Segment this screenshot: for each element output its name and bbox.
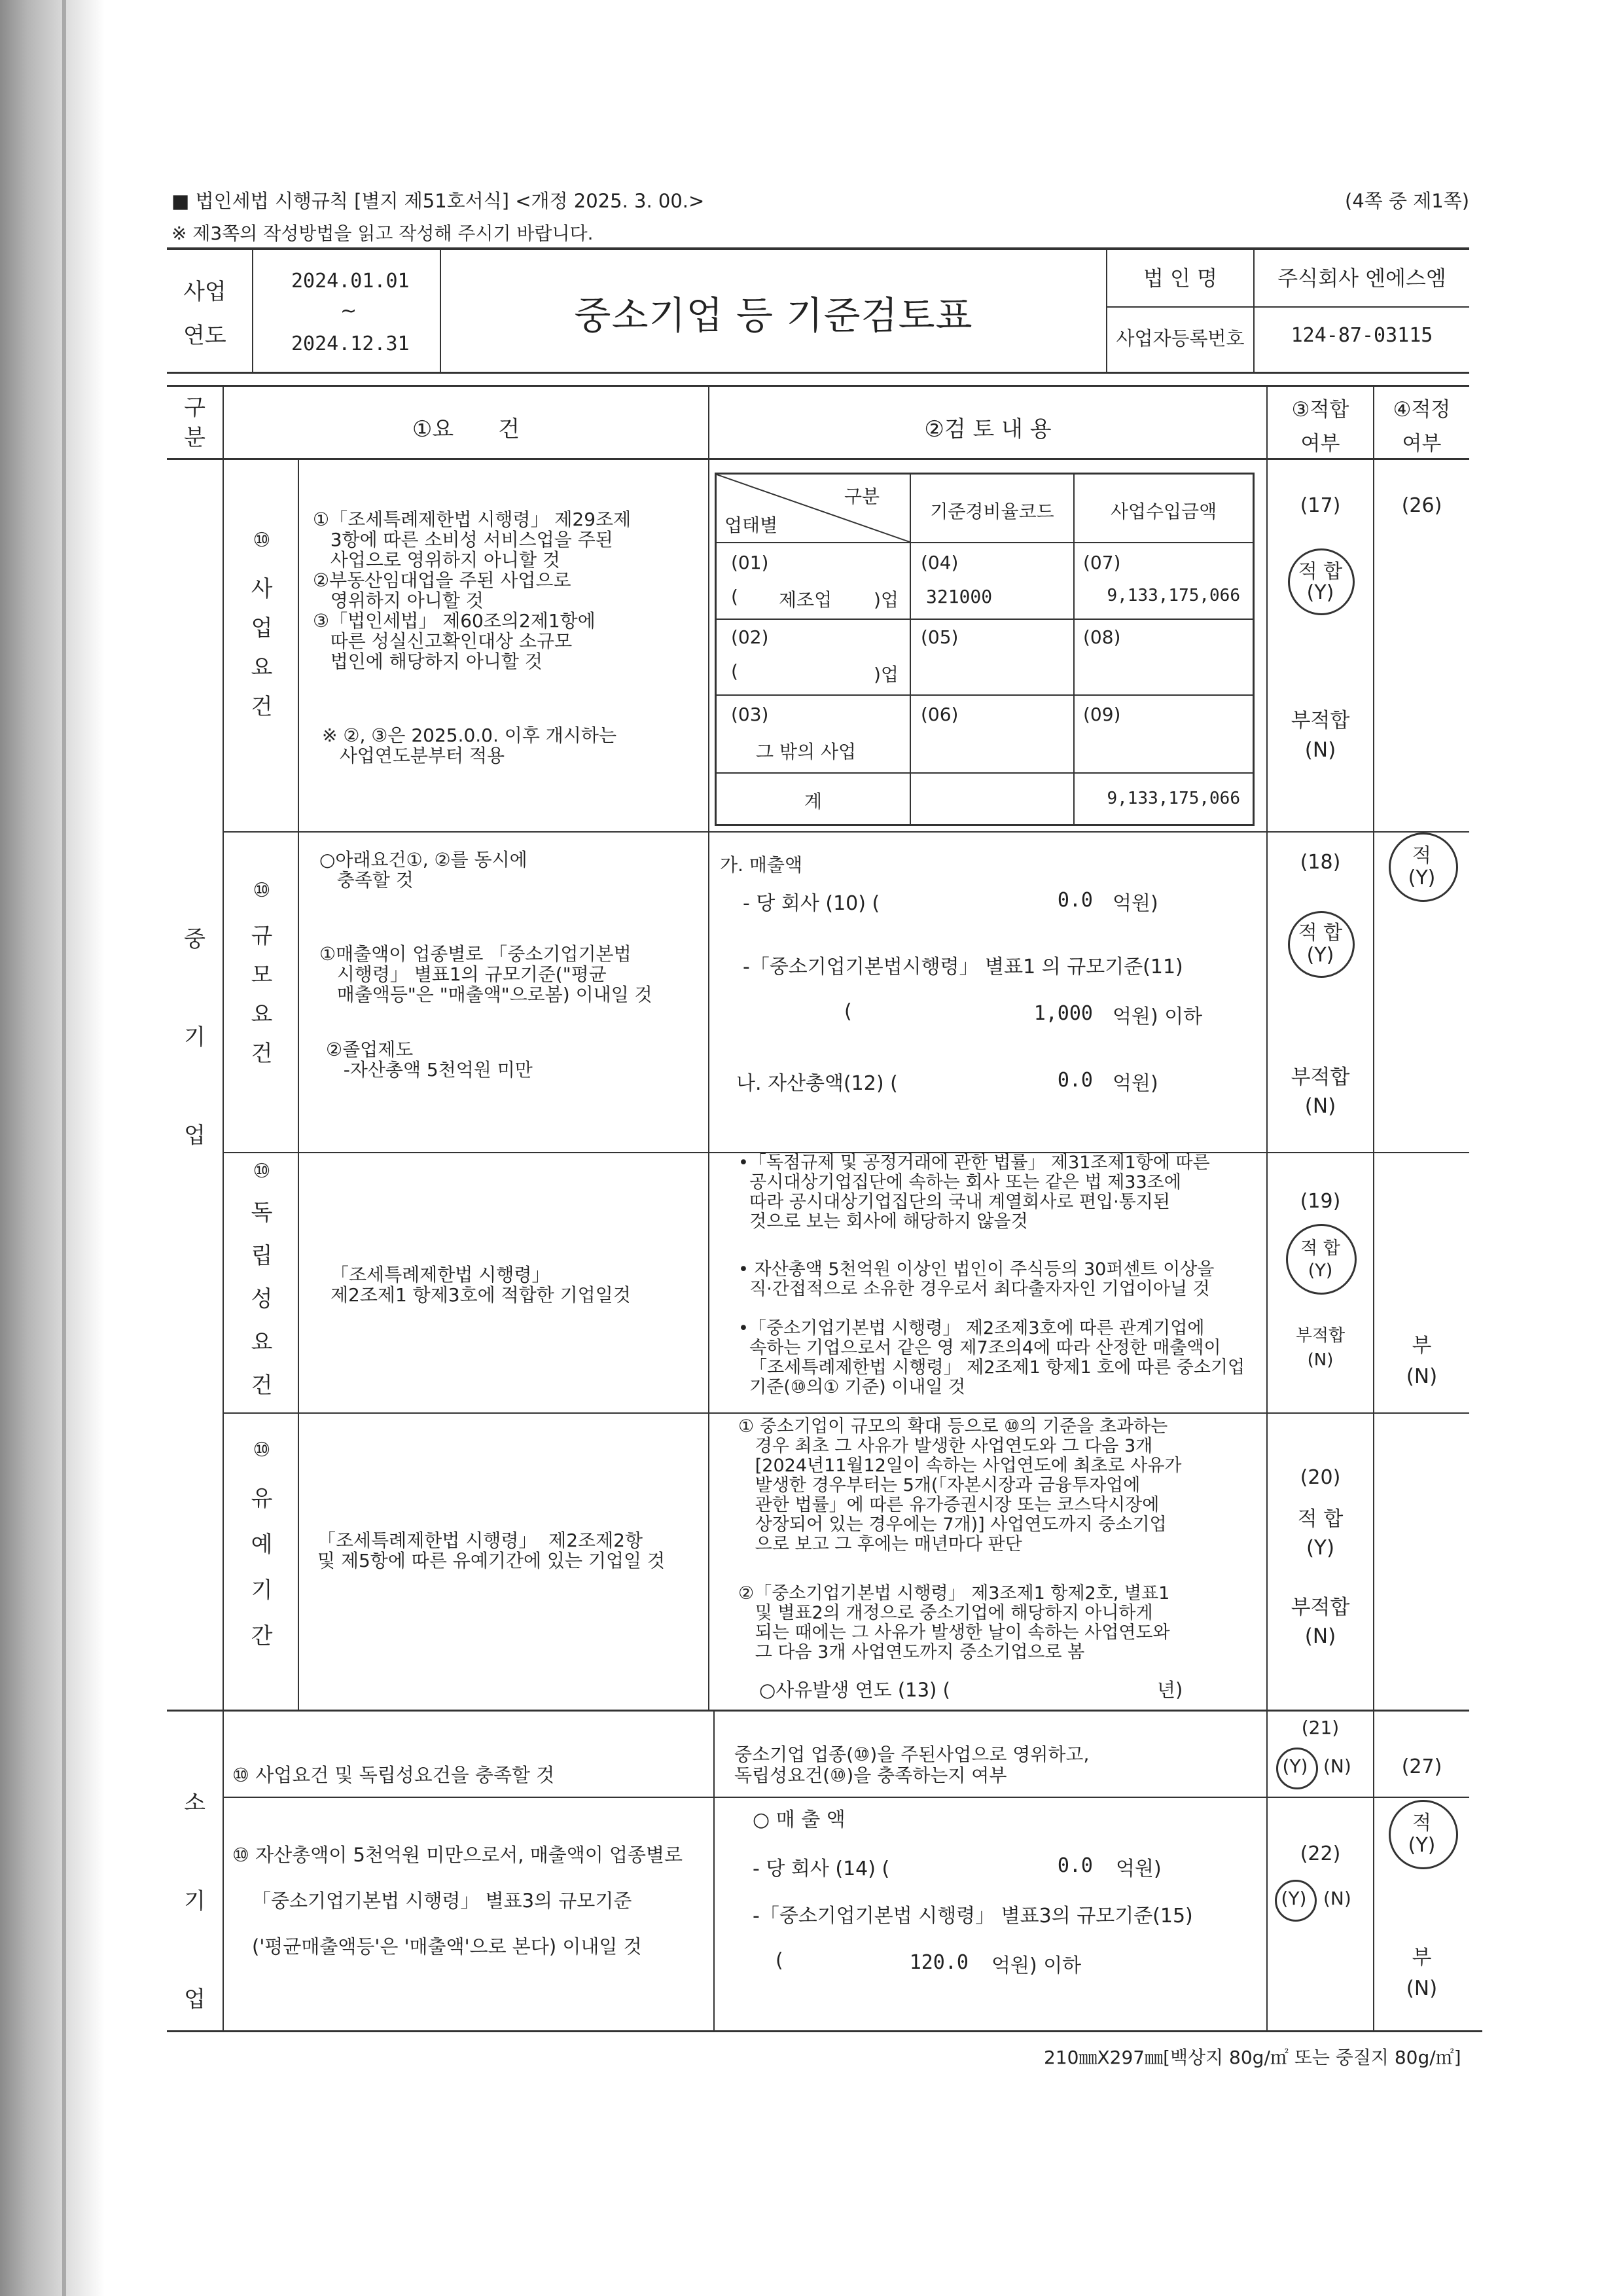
corp-name: 주식회사 엔에스엠 xyxy=(1277,266,1446,291)
header-bottom-border xyxy=(167,372,1469,374)
r106-sales-value: 0.0 xyxy=(1057,1854,1093,1877)
r104-year-unit: 년) xyxy=(1157,1679,1183,1701)
row-no: (02) xyxy=(731,626,769,648)
r106-fit-y: (Y) xyxy=(1281,1888,1307,1909)
r105-proper-no: (27) xyxy=(1401,1755,1442,1778)
row-border xyxy=(223,1797,1469,1798)
requirement-header: ①요 건 xyxy=(412,416,520,442)
r104-fit-ok: 적 합 xyxy=(1297,1507,1344,1531)
table-bottom-border xyxy=(167,2030,1482,2032)
row-no: (07) xyxy=(1083,552,1121,573)
form-reference: ■ 법인세법 시행규칙 [별지 제51호서식] <개정 2025. 3. 00.> xyxy=(171,190,705,212)
r102-std-value: 1,000 xyxy=(1033,1002,1093,1025)
r101-fit-no: (17) xyxy=(1300,494,1341,517)
r106-sales-label: - 당 회사 (14) ( xyxy=(753,1857,890,1880)
r105-fit-y: (Y) xyxy=(1282,1755,1308,1777)
r102-asset-value: 0.0 xyxy=(1057,1069,1093,1092)
r101-fit-y: (Y) xyxy=(1306,581,1334,604)
r104-year-label: ○사유발생 연도 (13) ( xyxy=(759,1679,950,1701)
biz-no: 124-87-03115 xyxy=(1291,324,1433,347)
r103-fit-n: (N) xyxy=(1307,1350,1334,1370)
r106-text-3: ('평균매출액등'은 '매출액'으로 본다) 이내일 것 xyxy=(252,1935,642,1958)
scan-fold xyxy=(62,0,66,2296)
r103-bullet-2: • 자산총액 5천억원 이상인 법인이 주식등의 30퍼센트 이상을 직·간접적으로 소유한 경우로서 최다출자자인 기업이아닐 것 xyxy=(738,1259,1215,1299)
row-no: (01) xyxy=(731,552,769,573)
period-label: 사업 xyxy=(183,279,226,305)
col-code-header: 기준경비율코드 xyxy=(930,501,1054,522)
r103-title: 독 립 성 요 건 xyxy=(251,1200,273,1399)
scan-shadow xyxy=(0,0,105,2296)
r104-fit-n: (N) xyxy=(1304,1624,1336,1648)
r101-proper-no: (26) xyxy=(1401,494,1442,517)
r105-fit-no: (21) xyxy=(1301,1717,1340,1738)
r103-proper-bu: 부 xyxy=(1412,1334,1432,1357)
r106-o: ○ 매 출 액 xyxy=(753,1808,846,1831)
r101-fit-bad: 부적합 xyxy=(1291,709,1350,732)
corp-name-label: 법 인 명 xyxy=(1143,266,1218,291)
header-top-border xyxy=(167,247,1469,250)
r102-asset-unit: 억원) xyxy=(1113,1072,1158,1095)
r103-proper-n: (N) xyxy=(1406,1365,1438,1388)
r102-sales-value: 0.0 xyxy=(1057,889,1093,912)
form-title: 중소기업 등 기준검토표 xyxy=(574,293,973,338)
instruction-note: ※ 제3쪽의 작성방법을 읽고 작성해 주시기 바랍니다. xyxy=(171,223,594,244)
r104-title: 유 예 기 간 xyxy=(251,1486,273,1649)
r102-std-open: ( xyxy=(844,1000,852,1023)
expense-code: 321000 xyxy=(926,586,993,607)
total-label: 계 xyxy=(804,791,823,812)
r106-fit-n: (N) xyxy=(1323,1888,1351,1909)
r102-tag: ⑩ xyxy=(253,879,271,902)
r102-req2: ②졸업제도 -자산총액 5천억원 미만 xyxy=(326,1039,533,1081)
row-no: (04) xyxy=(921,552,959,573)
total-amount: 9,133,175,066 xyxy=(1107,789,1240,808)
r102-sales-label: - 당 회사 (10) ( xyxy=(743,892,880,915)
r106-std-unit: 억원) 이하 xyxy=(991,1954,1082,1977)
proper-header: 여부 xyxy=(1402,432,1442,456)
r102-fit-y: (Y) xyxy=(1306,944,1334,967)
diag-top-label: 구분 xyxy=(844,486,880,507)
r103-fit-ok: 적 합 xyxy=(1300,1238,1340,1259)
r106-std-open: ( xyxy=(776,1949,783,1972)
business-type: 그 밖의 사업 xyxy=(756,741,857,762)
r102-proper-ok: 적 xyxy=(1412,844,1431,867)
review-header: ②검 토 내 용 xyxy=(924,416,1052,442)
header-divider xyxy=(252,249,253,373)
r106-text-2: 「중소기업기본법 시행령」 별표3의 규모기준 xyxy=(252,1890,632,1912)
row-no: (06) xyxy=(921,704,959,725)
r103-fit-y: (Y) xyxy=(1308,1261,1333,1281)
category-header: 구 분 xyxy=(184,395,205,451)
proper-header: ④적정 xyxy=(1393,398,1451,422)
r103-bullet-3: •「중소기업기본법 시행령」 제2조제3호에 따른 관계기업에 속하는 기업으로서 같은 영 제7조의4에 따라 산정한 매출액이 「조세특례제한법 시행령」 제2조제1 항제1 호에 따른 중소기업 기준(⑩의① 기준) 이내일 것 xyxy=(738,1318,1245,1397)
r102-fit-n: (N) xyxy=(1304,1094,1336,1118)
r102-fit-ok: 적 합 xyxy=(1298,922,1343,944)
r102-fit-bad: 부적합 xyxy=(1291,1066,1350,1089)
r103-fit-no: (19) xyxy=(1300,1190,1341,1213)
diag-bottom-label: 업태별 xyxy=(724,514,778,536)
r106-fit-no: (22) xyxy=(1300,1842,1341,1865)
column-header-border xyxy=(167,458,1469,460)
row-no: (05) xyxy=(921,626,959,648)
sme-section-label: 중 기 업 xyxy=(184,926,205,1149)
paper-spec-footer: 210㎜X297㎜[백상지 80g/㎡ 또는 중질지 80g/㎡] xyxy=(1044,2047,1461,2068)
paren: )업 xyxy=(874,589,899,611)
r104-requirement-text: 「조세특례제한법 시행령」 제2조제2항 및 제5항에 따른 유예기간에 있는 기업일 것 xyxy=(317,1530,666,1571)
r102-asset-label: 나. 자산총액(12) ( xyxy=(736,1072,898,1095)
r102-sales-unit: 억원) xyxy=(1113,892,1158,915)
r106-proper-n: (N) xyxy=(1406,1977,1438,2000)
r103-fit-bad: 부적합 xyxy=(1295,1326,1346,1346)
r102-std-label: -「중소기업기본법시행령」 별표1 의 규모기준(11) xyxy=(743,956,1183,978)
r102-intro: ○아래요건①, ②를 동시에 충족할 것 xyxy=(319,849,527,891)
section-border xyxy=(167,1710,1469,1712)
r104-fit-y: (Y) xyxy=(1306,1536,1335,1560)
r101-tag: ⑩ xyxy=(253,529,271,552)
column-divider xyxy=(223,386,224,2031)
r105-fit-n: (N) xyxy=(1323,1755,1351,1777)
table-top-border xyxy=(167,385,1469,387)
r104-paragraph-1: ① 중소기업이 규모의 확대 등으로 ⑩의 기준을 초과하는 경우 최초 그 사유가 발생한 사업연도와 그 다음 3개 [2024년11월12일이 속하는 사업연도에 최초로 사유가 발생한 경우부터는 5개(「자본시장과 금융투자업에 관한 법률」에 따른 유가증권시장 또는 코스닥시장에 상장되어 있는 경우에는 7개)] 사업연도까지 중소기업 으로 보고 그 후에는 매년마다 판단 xyxy=(738,1416,1182,1554)
header-divider xyxy=(1106,306,1469,308)
fit-header: ③적합 xyxy=(1291,398,1349,422)
r106-proper-ok: 적 xyxy=(1412,1812,1431,1835)
r102-proper-y: (Y) xyxy=(1408,867,1436,889)
r104-tag: ⑩ xyxy=(253,1439,271,1462)
biz-no-label: 사업자등록번호 xyxy=(1116,327,1245,350)
r101-requirement-text: ①「조세특례제한법 시행령」 제29조제 3항에 따른 소비성 서비스업을 주된 사업으로 영위하지 아니할 것 ②부동산임대업을 주된 사업으로 영위하지 아니할 것 ③「법인세법」 제60조의2제1항에 따른 성실신고확인대상 소규모 법인에 해당하지 아니할 것 xyxy=(313,509,632,672)
column-divider xyxy=(713,1710,715,2031)
r101-title: 사 업 요 건 xyxy=(251,576,273,720)
r106-std-value: 120.0 xyxy=(909,1951,969,1974)
r106-sales-unit: 억원) xyxy=(1116,1857,1162,1880)
revenue-amount: 9,133,175,066 xyxy=(1107,586,1240,605)
r102-fit-no: (18) xyxy=(1300,851,1341,874)
r102-ga: 가. 매출액 xyxy=(720,854,802,876)
r101-fit-ok: 적 합 xyxy=(1298,560,1343,583)
r105-review-text: 중소기업 업종(⑩)을 주된사업으로 영위하고, 독립성요건(⑩)을 충족하는지 여부 xyxy=(734,1744,1090,1786)
r102-req1: ①매출액이 업종별로 「중소기업기본법 시행령」 별표1의 규모기준("평균 매출액등"은 "매출액"으로봄) 이내일 것 xyxy=(319,943,652,1005)
period-label: 연도 xyxy=(183,323,226,349)
period-tilde: ~ xyxy=(340,300,357,323)
paren: ( xyxy=(731,660,738,682)
period-start: 2024.01.01 xyxy=(291,270,410,293)
r105-requirement-text: ⑩ 사업요건 및 독립성요건을 충족할 것 xyxy=(232,1764,555,1786)
r106-proper-bu: 부 xyxy=(1412,1946,1432,1969)
col-amount-header: 사업수입금액 xyxy=(1110,501,1217,522)
period-end: 2024.12.31 xyxy=(291,332,410,355)
column-divider xyxy=(708,386,709,1710)
business-type: 제조업 xyxy=(779,589,832,611)
r103-requirement-text: 「조세특례제한법 시행령」 제2조제1 항제3호에 적합한 기업일것 xyxy=(330,1264,631,1306)
row-no: (08) xyxy=(1083,626,1121,648)
paren: ( xyxy=(731,586,738,607)
r104-fit-no: (20) xyxy=(1300,1466,1341,1489)
r101-business-table xyxy=(715,473,1255,826)
r102-std-unit: 억원) 이하 xyxy=(1113,1005,1203,1028)
r103-bullet-1: •「독점규제 및 공정거래에 관한 법률」 제31조제1항에 따른 공시대상기업집단에 속하는 회사 또는 같은 법 제33조에 따라 공시대상기업집단의 국내 계열회사로 편입·통지된 것으로 보는 회사에 해당하지 않을것 xyxy=(738,1153,1210,1232)
r104-paragraph-2: ②「중소기업기본법 시행령」 제3조제1 항제2호, 별표1 및 별표2의 개정으로 중소기업에 해당하지 아니하게 되는 때에는 그 사유가 발생한 날이 속하는 사업연도와 그 다음 3개 사업연도까지 중소기업으로 봄 xyxy=(738,1583,1170,1662)
column-divider xyxy=(298,459,299,1710)
fit-header: 여부 xyxy=(1300,432,1340,456)
r101-fit-n: (N) xyxy=(1304,738,1336,762)
r101-note: ※ ②, ③은 2025.0.0. 이후 개시하는 사업연도분부터 적용 xyxy=(322,725,616,766)
row-no: (03) xyxy=(731,704,769,725)
r102-title: 규 모 요 건 xyxy=(251,923,273,1067)
r103-tag: ⑩ xyxy=(253,1160,271,1183)
paren: )업 xyxy=(874,664,899,685)
page-number: (4쪽 중 제1쪽) xyxy=(1345,190,1470,212)
row-no: (09) xyxy=(1083,704,1121,725)
row-border xyxy=(223,831,1469,833)
column-divider xyxy=(1373,386,1374,2031)
row-border xyxy=(223,1412,1469,1414)
small-section-label: 소 기 업 xyxy=(184,1790,205,2013)
r106-std-label: -「중소기업기본법 시행령」 별표3의 규모기준(15) xyxy=(753,1905,1193,1928)
r106-proper-y: (Y) xyxy=(1408,1834,1436,1857)
r104-fit-bad: 부적합 xyxy=(1291,1596,1350,1619)
r106-text-1: ⑩ 자산총액이 5천억원 미만으로서, 매출액이 업종별로 xyxy=(232,1844,683,1866)
